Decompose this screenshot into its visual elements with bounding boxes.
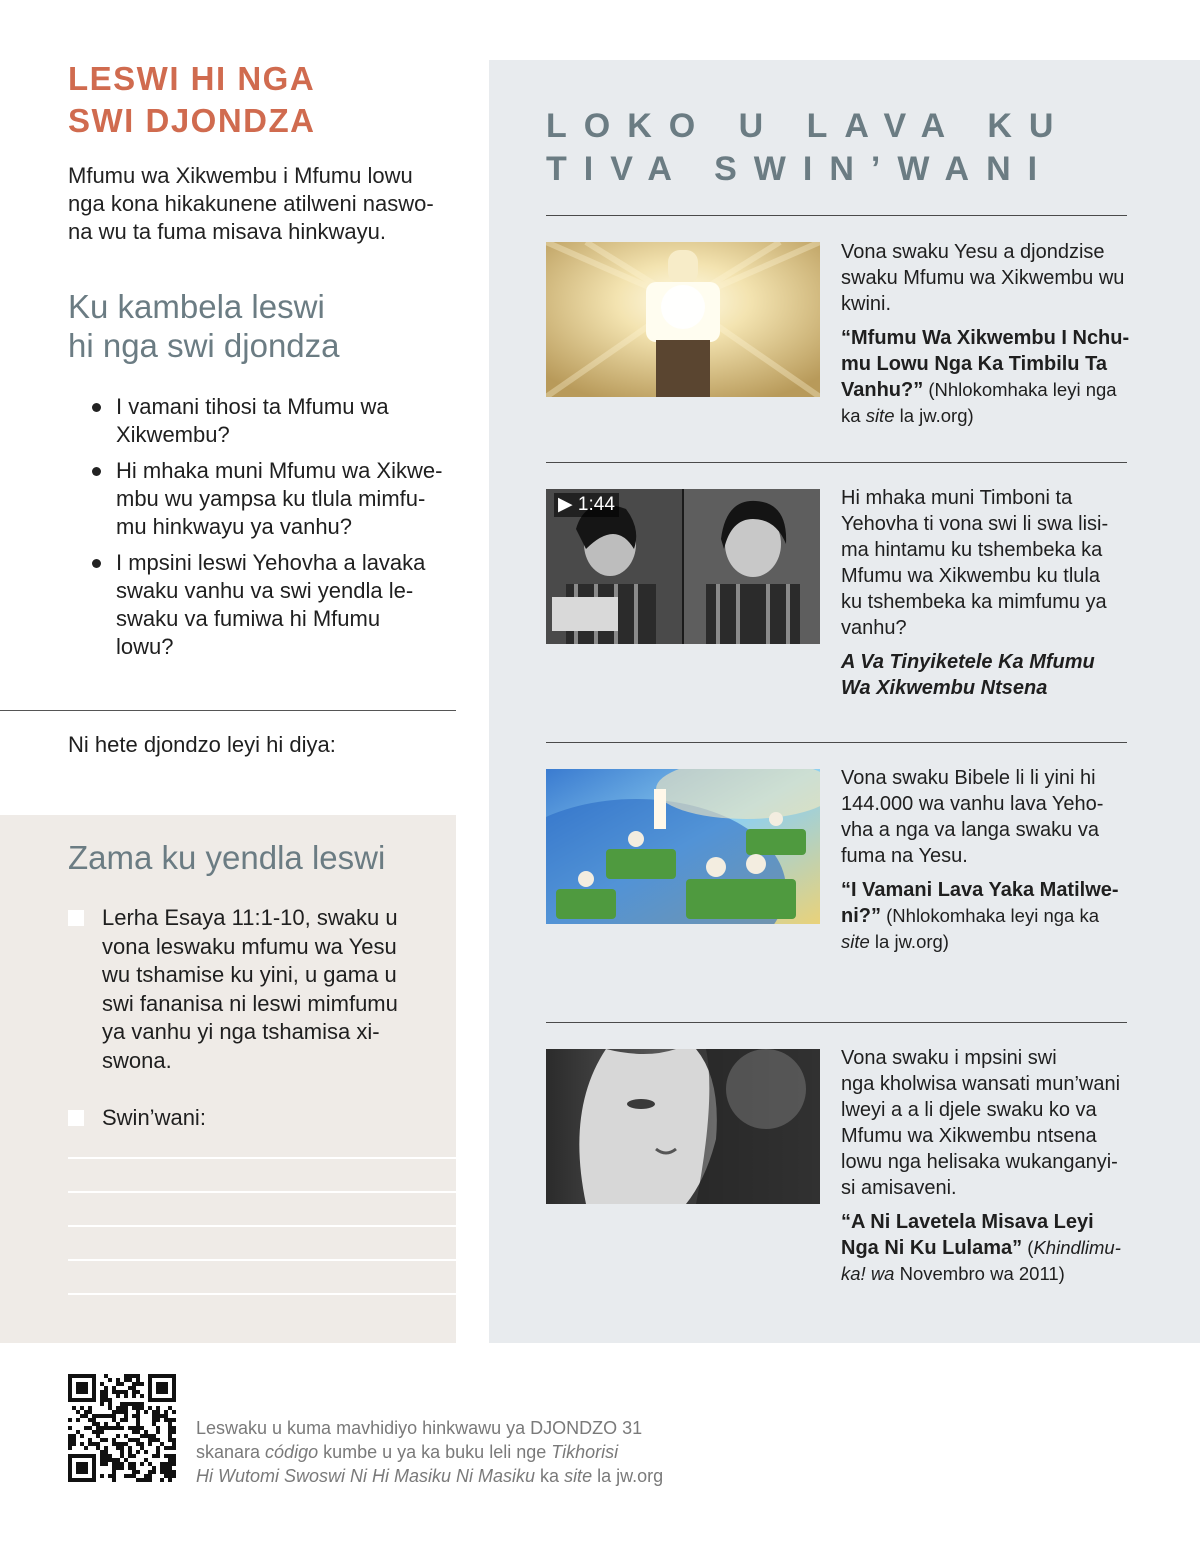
- source-title[interactable]: “Mfumu Wa Xikwembu I Nchu-: [841, 327, 1130, 349]
- entry-text: [841, 485, 1141, 701]
- source-title[interactable]: A Va Tinyiketele Ka Mfumu: [841, 651, 1095, 673]
- source-note: site: [841, 931, 870, 952]
- source-title[interactable]: Wa Xikwembu Ntsena: [841, 677, 1048, 699]
- question-line: swaku va fumiwa hi Mfumu: [116, 606, 381, 631]
- bullet-icon: [92, 559, 101, 568]
- entry-line: si amisaveni.: [841, 1177, 957, 1199]
- review-heading-line: Ku kambela leswi: [68, 288, 325, 325]
- source-note: ka! wa: [841, 1263, 895, 1284]
- source-note: la jw.org): [869, 931, 949, 952]
- source-note: ka: [841, 405, 866, 426]
- source-note: Khindlimu-: [1033, 1237, 1121, 1258]
- review-question: [92, 457, 462, 541]
- source-title[interactable]: mu Lowu Nga Ka Timbilu Ta: [841, 353, 1107, 375]
- entry-divider: [546, 215, 1127, 216]
- summary-text: [68, 162, 458, 246]
- footer-line: [196, 1464, 756, 1488]
- entry-line: Vona swaku Bibele li li yini hi: [841, 767, 1096, 789]
- try-item-line: ya vanhu yi nga tshamisa xi-: [102, 1019, 380, 1044]
- source-title[interactable]: “I Vamani Lava Yaka Matilwe-: [841, 879, 1119, 901]
- entry-line: 144.000 wa vanhu lava Yeho-: [841, 793, 1104, 815]
- summary-title-line: SWI DJONDZA: [68, 102, 316, 139]
- checkbox[interactable]: [68, 910, 84, 926]
- entry-line: ku tshembeka ka mimfumu ya: [841, 591, 1107, 613]
- woman-portrait-image[interactable]: [546, 1049, 820, 1204]
- entry-divider: [546, 742, 1127, 743]
- source-note: la jw.org): [894, 405, 974, 426]
- entry-line: lowu nga helisaka wukanganyi-: [841, 1151, 1118, 1173]
- review-question: [92, 393, 462, 449]
- footer-line: Leswaku u kuma mavhidiyo hinkwawu ya DJONDZO 31: [196, 1418, 643, 1438]
- entry-source[interactable]: [841, 877, 1141, 955]
- entry-text: [841, 765, 1141, 955]
- entry-line: vha a nga va langa swaku va: [841, 819, 1099, 841]
- explore-title-line: TIVA SWIN’WANI: [546, 150, 1055, 188]
- explore-title-line: LOKO U LAVA KU: [546, 107, 1071, 145]
- source-note: Novembro wa 2011): [894, 1263, 1065, 1284]
- entry-line: vanhu?: [841, 617, 907, 639]
- question-line: I mpsini leswi Yehovha a lavaka: [116, 550, 426, 575]
- question-line: I vamani tihosi ta Mfumu wa: [116, 394, 389, 419]
- qr-code-icon[interactable]: [68, 1374, 176, 1482]
- writing-line[interactable]: [68, 1293, 456, 1295]
- entry-line: Yehovha ti vona swi li swa lisi-: [841, 513, 1109, 535]
- video-duration: [554, 493, 619, 517]
- entry-divider: [546, 462, 1127, 463]
- review-questions: [92, 393, 462, 669]
- summary-text-line: nga kona hikakunene atilweni naswo-: [68, 191, 434, 216]
- question-line: swaku vanhu va swi yendla le-: [116, 578, 414, 603]
- question-line: Xikwembu?: [116, 422, 230, 447]
- try-item-other: [68, 1104, 448, 1133]
- writing-line[interactable]: [68, 1191, 456, 1193]
- entry-line: fuma na Yesu.: [841, 845, 968, 867]
- try-item-line: swi fananisa ni leswi mimfumu: [102, 990, 398, 1016]
- writing-line[interactable]: [68, 1259, 456, 1261]
- entry-line: nga kholwisa wansati mun’wani: [841, 1073, 1121, 1095]
- footer-text-part: Hi Wutomi Swoswi Ni Hi Masiku Ni Masiku: [196, 1466, 536, 1486]
- review-heading: [68, 287, 458, 365]
- try-item-line: wu tshamise ku yini, u gama u: [102, 962, 397, 987]
- entry-line: lweyi a a li djele swaku ko va: [841, 1099, 1097, 1121]
- entry-line: swaku Mfumu wa Xikwembu wu: [841, 267, 1125, 289]
- entry-line: Vona swaku i mpsini swi: [841, 1047, 1057, 1069]
- section-divider: [0, 710, 456, 711]
- play-icon: ▶: [558, 494, 573, 515]
- try-this-box: [0, 815, 456, 1343]
- question-line: mbu wu yampsa ku tlula mimfu-: [116, 486, 426, 511]
- summary-text-line: na wu ta fuma misava hinkwayu.: [68, 219, 386, 244]
- entry-line: Vona swaku Yesu a djondzise: [841, 241, 1105, 263]
- explore-title: [546, 105, 1070, 191]
- review-question: [92, 549, 462, 661]
- try-item-line: Lerha Esaya 11:1-10, swaku u: [102, 905, 398, 930]
- question-line: mu hinkwayu ya vanhu?: [116, 514, 353, 539]
- source-note: (Nhlokomhaka leyi nga ka: [881, 905, 1099, 926]
- try-item-line: vona leswaku mfumu wa Yesu: [102, 933, 397, 959]
- entry-source[interactable]: [841, 325, 1141, 429]
- summary-title-line: LESWI HI NGA: [68, 60, 316, 97]
- footer-note: [196, 1416, 756, 1488]
- bullet-icon: [92, 467, 101, 476]
- footer-line: [196, 1440, 756, 1464]
- entry-divider: [546, 1022, 1127, 1023]
- source-note: (Nhlokomhaka leyi nga: [923, 379, 1117, 400]
- question-line: Hi mhaka muni Mfumu wa Xikwe-: [116, 458, 443, 483]
- completion-date-label: Ni hete djondzo leyi hi diya:: [68, 732, 336, 757]
- writing-line[interactable]: [68, 1225, 456, 1227]
- try-this-heading: Zama ku yendla leswi: [68, 839, 386, 876]
- entry-line: kwini.: [841, 293, 892, 315]
- entry-source[interactable]: [841, 649, 1141, 701]
- question-line: lowu?: [116, 634, 174, 659]
- summary-title: [68, 58, 448, 142]
- footer-text-part: ka: [535, 1466, 565, 1486]
- footer-text-part: la jw.org: [592, 1466, 664, 1486]
- bullet-icon: [92, 403, 101, 412]
- entry-line: Hi mhaka muni Timboni ta: [841, 487, 1073, 509]
- footer-text-part: Tikhorisi: [551, 1442, 619, 1462]
- source-title[interactable]: Nga Ni Ku Lulama”: [841, 1237, 1023, 1259]
- entry-line: ma hintamu ku tshembeka ka: [841, 539, 1103, 561]
- writing-line[interactable]: [68, 1157, 456, 1159]
- footer-text-part: kumbe u ya ka buku leli nge: [318, 1442, 552, 1462]
- entry-text: [841, 239, 1141, 429]
- checkbox[interactable]: [68, 1110, 84, 1126]
- footer-text-part: site: [564, 1466, 593, 1486]
- entry-line: Mfumu wa Xikwembu ntsena: [841, 1125, 1097, 1147]
- summary-text-line: Mfumu wa Xikwembu i Mfumu lowu: [68, 163, 413, 188]
- footer-text-part: skanara: [196, 1442, 266, 1462]
- entry-line: Mfumu wa Xikwembu ku tlula: [841, 565, 1100, 587]
- source-title[interactable]: “A Ni Lavetela Misava Leyi: [841, 1211, 1094, 1233]
- video-time-text: 1:44: [577, 494, 615, 515]
- entry-source[interactable]: [841, 1209, 1141, 1287]
- glowing-man-image[interactable]: [546, 242, 820, 397]
- source-title[interactable]: ni?”: [841, 905, 881, 927]
- try-item-line: Swin’wani:: [102, 1105, 206, 1130]
- review-heading-line: hi nga swi djondza: [68, 327, 340, 364]
- heavenly-thrones-image[interactable]: [546, 769, 820, 924]
- prisoner-photos-video[interactable]: [546, 489, 820, 644]
- try-item-line: swona.: [102, 1047, 172, 1073]
- source-title[interactable]: Vanhu?”: [841, 379, 924, 401]
- entry-text: [841, 1045, 1141, 1287]
- source-note: (: [1022, 1237, 1034, 1258]
- source-note: site: [865, 405, 895, 426]
- footer-text-part: código: [265, 1442, 319, 1462]
- try-item: [68, 904, 448, 1075]
